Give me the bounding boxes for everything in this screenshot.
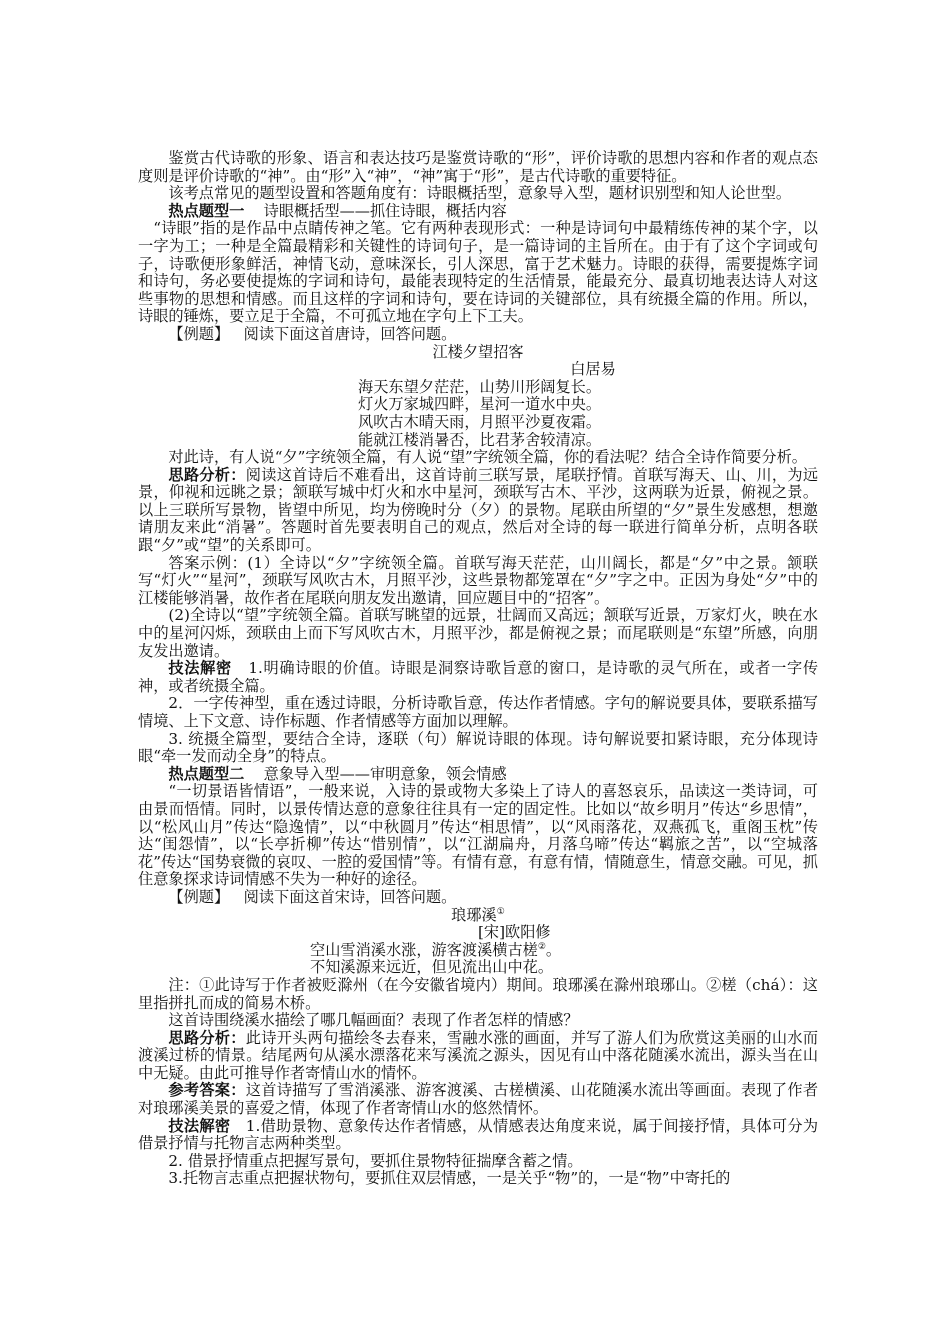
example1-question: 对此诗，有人说“夕”字统领全篇，有人说“望”字统领全篇，你的看法呢？结合全诗作简要分析。	[168, 448, 807, 467]
technique-label: 技法解密	[168, 1116, 231, 1135]
answer-text: 这首诗描写了雪消溪涨、游客渡溪、古槎横溪、山花随溪水流出等画面。表现了作者对琅琊溪美景的喜爱之情，体现了作者寄情山水的悠然情怀。	[138, 1081, 819, 1118]
analysis-label: 思路分析：	[168, 1028, 246, 1047]
section1-heading-label: 热点题型一	[168, 201, 245, 220]
example2-answer	[138, 1082, 818, 1117]
section1-heading-title: 诗眼概括型——抓住诗眼，概括内容	[263, 201, 507, 220]
section1-body: “诗眼”指的是作品中点睛传神之笔。它有两种表现形式：一种是诗词句中最精练传神的某个字，以一字为工；一种是全篇最精彩和关键性的诗词句子，是一篇诗词的主旨所在。由于有了这个字词或句子，诗歌便形象鲜活，神情飞动，意味深长，引人深思，富于艺术魅力。诗眼的获得，需要提炼字词和诗句，务必要使提炼的字词和诗句，最能表现特定的生活情景，能最充分、最真切地表达诗人对这些事物的思想和情感。而且这样的字词和诗句，要在诗词的关键部位，具有统摄全篇的作用。所以，诗眼的锤炼，要立足于全篇，不可孤立地在字句上下工夫。	[138, 219, 818, 326]
section2-heading-title: 意象导入型——审明意象，领会情感	[263, 764, 507, 783]
answer-label: 参考答案：	[168, 1081, 246, 1100]
poem2-line: 不知溪源来远近，但见流出山中花。	[310, 958, 553, 977]
section1-heading	[138, 203, 818, 221]
technique-item: 3.托物言志重点把握状物句，要抓住双层情感，一是关乎“物”的，一是“物”中寄托的	[168, 1169, 731, 1188]
poem2-line	[138, 942, 818, 960]
example2	[138, 889, 818, 907]
footnote-marker: ②	[537, 941, 546, 952]
example1-answer-2: (2)全诗以“望”字统领全篇。首联写眺望的远景，壮阔而又高远；颔联写近景，万家灯火，映在水中的星河闪烁，颈联由上而下写风吹古木，月照平沙，都是俯视之景；而尾联则是“东望”所感，向朋友发出邀请。	[138, 606, 818, 660]
footnote-marker: ①	[496, 906, 505, 917]
poem2-line-end: 。	[545, 940, 562, 959]
poem1-author: 白居易	[570, 360, 616, 379]
document-page	[138, 150, 818, 1188]
poem2-title	[138, 907, 818, 925]
example1-analysis	[138, 467, 818, 555]
example1-answer-1: 答案示例：(1）全诗以“夕”字统领全篇。首联写海天茫茫，山川阔长，都是“夕”中之景。颔联写“灯火”“星河”，颈联写风吹古木，月照平沙，这些景物都笼罩在“夕”字之中。正因为身处“夕”中的江楼能够消暑，故作者在尾联向朋友发出邀请，回应题目中的“招客”。	[138, 553, 818, 607]
technique-item: 2．一字传神型，重在透过诗眼，分析诗歌旨意，传达作者情感。字句的解说要具体，要联系描写情境、上下文意、诗作标题、作者情感等方面加以理解。	[138, 694, 818, 730]
poem2-title-text: 琅琊溪	[451, 905, 497, 924]
section2-technique	[138, 1118, 818, 1153]
intro-paragraph-1: 鉴赏古代诗歌的形象、语言和表达技巧是鉴赏诗歌的“形”，评价诗歌的思想内容和作者的观点态度则是评价诗歌的“神”。由“形”入“神”，“神”寓于“形”，是古代诗歌的重要特征。	[138, 149, 818, 185]
example2-question: 这首诗围绕溪水描绘了哪几幅画面？表现了作者怎样的情感？	[168, 1011, 579, 1030]
section2-body: “一切景语皆情语”，一般来说，入诗的景或物大多染上了诗人的喜怒哀乐，品读这一类诗词，可由景而悟情。同时，以景传情达意的意象往往具有一定的固定性。比如以“故乡明月”传达“乡思情”，以“松风山月”传达“隐逸情”，以“中秋圆月”传达“相思情”，以“风雨落花，双燕孤飞，重阁玉枕”传达“闺怨情”，以“长亭折柳”传达“惜别情”，以“江湖扁舟，月落乌啼”传达“羁旅之苦”，以“空城落花”传达“国势衰微的哀叹、一腔的爱国情”等。有情有意，有意有情，情随意生，情意交融。可见，抓住意象探求诗词情感不失为一种好的途径。	[138, 782, 818, 889]
section1-technique	[138, 660, 818, 695]
technique-label: 技法解密	[168, 659, 232, 678]
example1-text: 阅读下面这首唐诗，回答问题。	[243, 324, 457, 343]
analysis-label: 思路分析：	[168, 465, 246, 484]
poem2-author: [宋]欧阳修	[478, 923, 551, 942]
poem1-line: 能就江楼消暑否，比君茅舍较清凉。	[358, 430, 601, 449]
section2-heading	[138, 766, 818, 784]
poem1-title: 江楼夕望招客	[432, 342, 524, 361]
technique-item: 3. 统摄全篇型，要结合全诗，逐联（句）解说诗眼的体现。诗句解说要扣紧诗眼，充分体现诗眼“牵一发而动全身”的特点。	[138, 729, 818, 766]
example2-analysis	[138, 1030, 818, 1083]
intro-paragraph-2: 该考点常见的题型设置和答题角度有：诗眼概括型，意象导入型，题材识别型和知人论世型。	[168, 184, 792, 203]
analysis-text: 阅读这首诗后不难看出，这首诗前三联写景，尾联抒情。首联写海天、山、川，为远景，仰视和远眺之景；颔联写城中灯火和水中星河，颈联写古木、平沙，这两联为近景，俯视之景。以上三联所写景物，皆望中所见，均为傍晚时分（夕）的景物。尾联由所望的“夕”景生发感想，想邀请朋友来此“消暑”。答题时首先要表明自己的观点，然后对全诗的每一联进行简单分析，点明各联跟“夕”或“望”的关系即可。	[138, 465, 819, 555]
example2-text: 阅读下面这首宋诗，回答问题。	[243, 887, 457, 906]
poem1-line: 海天东望夕茫茫，山势川形阔复长。	[358, 377, 601, 396]
poem2-notes: 注：①此诗写于作者被贬滁州（在今安徽省境内）期间。琅琊溪在滁州琅琊山。②槎（chá）：这里指拼扎而成的简易木桥。	[138, 975, 818, 1012]
section2-heading-label: 热点题型二	[168, 764, 245, 783]
poem1-line: 灯火万家城四畔，星河一道水中央。	[358, 395, 601, 414]
technique-item: 1.借助景物、意象传达作者情感，从情感表达角度来说，属于间接抒情，具体可分为借景抒情与托物言志两种类型。	[138, 1116, 819, 1153]
technique-item: 1.明确诗眼的价值。诗眼是洞察诗歌旨意的窗口，是诗歌的灵气所在，或者一字传神，或者统摄全篇。	[138, 659, 819, 695]
example1-label: 【例题】	[168, 324, 230, 343]
technique-item: 2. 借景抒情重点把握写景句，要抓住景物特征揣摩含蓄之情。	[168, 1151, 583, 1170]
example2-label: 【例题】	[168, 887, 230, 906]
poem1-line: 风吹古木晴天雨，月照平沙夏夜霜。	[358, 412, 601, 431]
poem2-line-text: 空山雪消溪水涨，游客渡溪横古槎	[310, 940, 538, 959]
example1	[138, 326, 818, 344]
analysis-text: 此诗开头两句描绘冬去春来，雪融水涨的画面，并写了游人们为欣赏这美丽的山水而渡溪过桥的情景。结尾两句从溪水漂落花来写溪流之源头，因见有山中落花随溪水流出，源头当在山中无疑。由此可推导作者寄情山水的情怀。	[138, 1028, 819, 1082]
